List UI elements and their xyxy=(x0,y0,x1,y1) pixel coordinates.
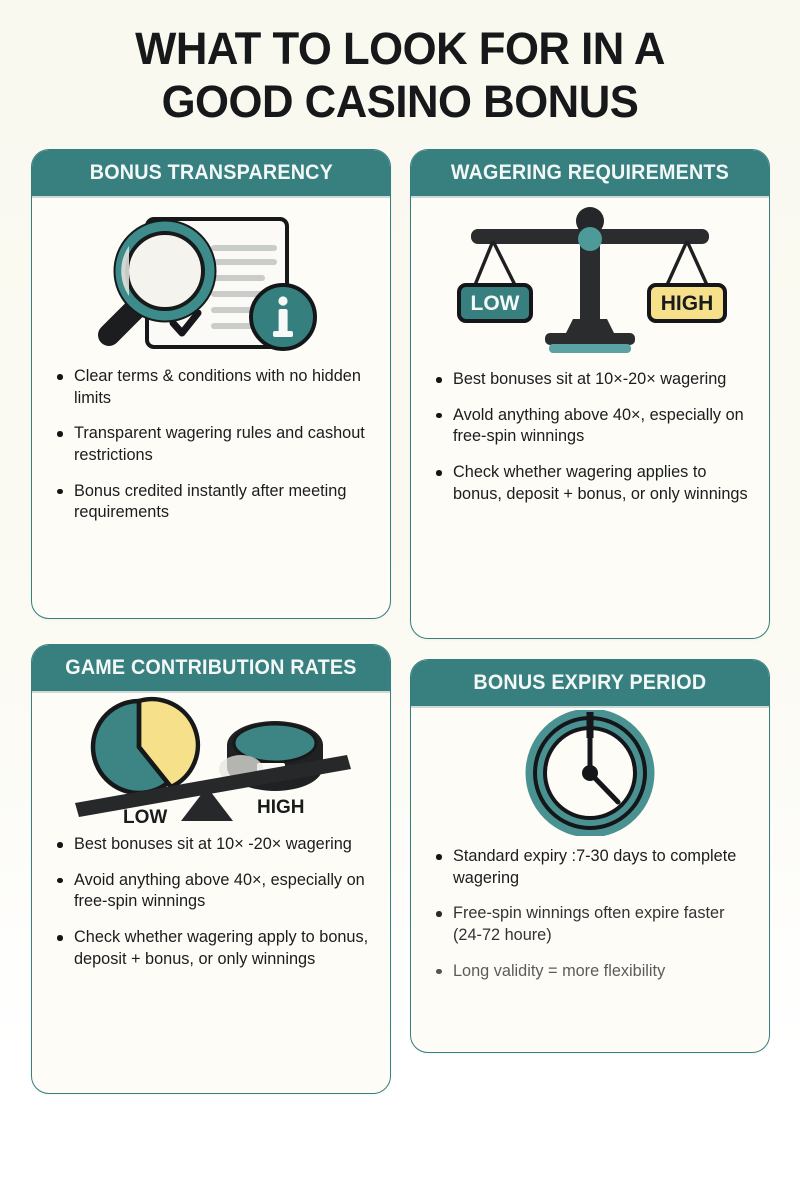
card-heading-label: BONUS EXPIRY PERIOD xyxy=(473,671,707,694)
page-title-line-1: WHAT TO LOOK FOR IN A xyxy=(135,23,665,74)
list-item: Transparent wagering rules and cashout restrictions xyxy=(52,423,376,466)
list-item: Check whether wagering applies to bonus, deposit + bonus, or only winnings xyxy=(431,462,755,505)
list-item: Best bonuses sit at 10× -20× wagering xyxy=(52,834,376,856)
card-bullet-list xyxy=(32,366,390,524)
list-item: Standard expiry :7-30 days to complete wagering xyxy=(431,846,755,889)
card-bullet-list xyxy=(411,369,769,505)
list-item: Long validity = more flexibility xyxy=(431,961,755,983)
card-bullet-list xyxy=(32,834,390,970)
list-item: Best bonuses sit at 10×-20× wagering xyxy=(431,369,755,391)
clock-icon xyxy=(411,708,769,838)
seesaw-pie-chip-icon xyxy=(32,693,390,828)
list-item: Avold anything above 40×, especially on free-spin winnings xyxy=(431,405,755,448)
list-item: Bonus credited instantly after meeting requirements xyxy=(52,481,376,524)
card-header xyxy=(411,660,769,708)
card-heading-label: GAME CONTRIBUTION RATES xyxy=(65,656,357,679)
card-wagering-requirements xyxy=(410,149,770,639)
seesaw-label-low: LOW xyxy=(123,806,168,827)
card-bonus-transparency xyxy=(31,149,391,619)
card-heading-label: BONUS TRANSPARENCY xyxy=(89,161,333,184)
scale-label-high: HIGH xyxy=(660,291,714,315)
balance-scale-icon xyxy=(411,198,769,363)
card-header xyxy=(32,150,390,198)
card-header xyxy=(32,645,390,693)
list-item: Clear terms & conditions with no hidden limits xyxy=(52,366,376,409)
scale-label-low: LOW xyxy=(470,291,520,315)
page-title xyxy=(12,22,788,128)
card-heading-label: WAGERING REQUIREMENTS xyxy=(450,161,730,184)
seesaw-label-high: HIGH xyxy=(257,796,305,818)
card-bonus-expiry-period xyxy=(410,659,770,1053)
list-item: Check whether wagering apply to bonus, deposit + bonus, or only winnings xyxy=(52,927,376,970)
list-item: Avoid anything above 40×, especially on free-spin winnings xyxy=(52,870,376,913)
card-game-contribution-rates xyxy=(31,644,391,1094)
card-header xyxy=(411,150,769,198)
list-item: Free-spin winnings often expire faster (24-72 houre) xyxy=(431,903,755,946)
magnifier-checklist-info-icon xyxy=(32,198,390,358)
card-bullet-list xyxy=(411,846,769,982)
page-title-line-2: GOOD CASINO BONUS xyxy=(161,76,639,128)
